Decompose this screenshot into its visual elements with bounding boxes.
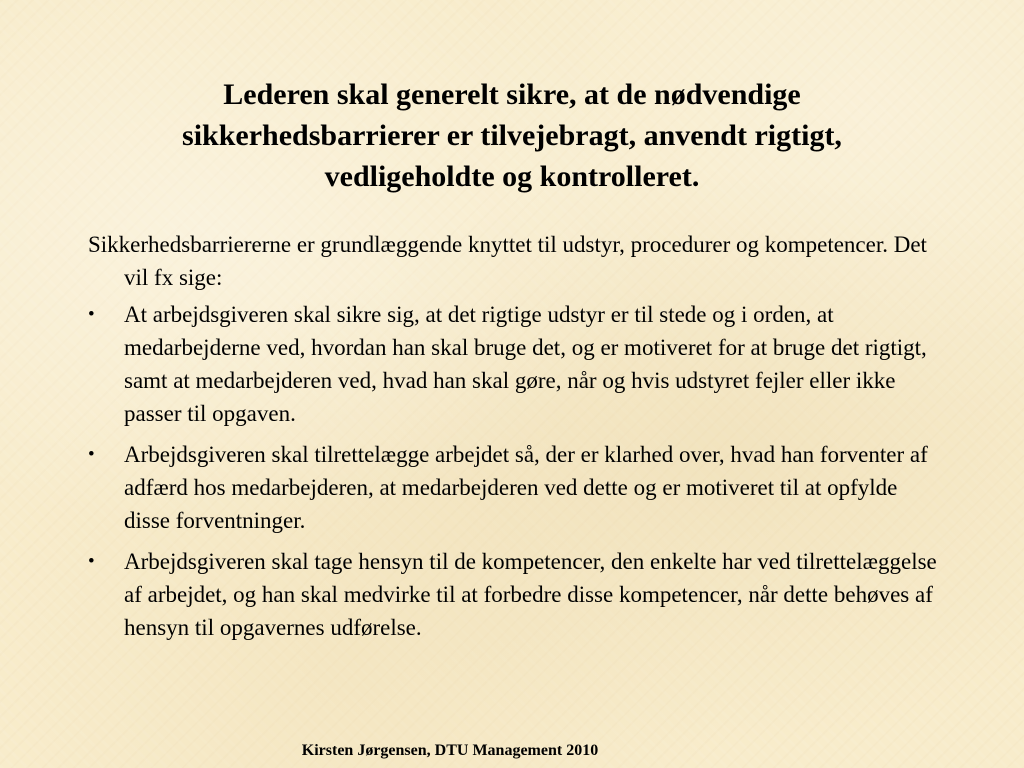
bullet-text: Arbejdsgiveren skal tage hensyn til de kompetencer, den enkelte har ved tilrettelæggelse af arbejdet, og han skal medvirke til at forbedre disse kompetencer, når dette behøves af hensyn til opgavernes udførelse. — [124, 549, 937, 640]
bullet-icon: • — [88, 444, 95, 465]
bullet-text: At arbejdsgiveren skal sikre sig, at det rigtige udstyr er til stede og i orden, at medarbejderne ved, hvordan han skal bruge det, og er motiveret for at bruge det rigtigt, samt at medarbejderen ved, hvad han skal gøre, når og hvis udstyret fejler eller ikke passer til opgaven. — [124, 302, 927, 426]
bullet-item — [88, 298, 948, 430]
slide-title: Lederen skal generelt sikre, at de nødvendige sikkerhedsbarrierer er tilvejebragt, anvendt rigtigt, vedligeholdte og kontrolleret. — [182, 78, 842, 193]
footer-credit: Kirsten Jørgensen, DTU Management 2010 — [301, 742, 599, 759]
intro-paragraph: Sikkerhedsbarriererne er grundlæggende knyttet til udstyr, procedurer og kompetencer. Det vil fx sige: — [88, 232, 927, 290]
bullet-item — [88, 438, 948, 537]
bullet-text: Arbejdsgiveren skal tilrettelægge arbejdet så, der er klarhed over, hvad han forventer af adfærd hos medarbejderen, at medarbejderen ved dette og er motiveret til at opfylde disse forventninger. — [124, 442, 928, 533]
slide-body — [88, 228, 948, 652]
bullet-icon: • — [88, 304, 95, 325]
bullet-item — [88, 545, 948, 644]
bullet-list — [88, 298, 948, 644]
bullet-icon: • — [88, 551, 95, 572]
